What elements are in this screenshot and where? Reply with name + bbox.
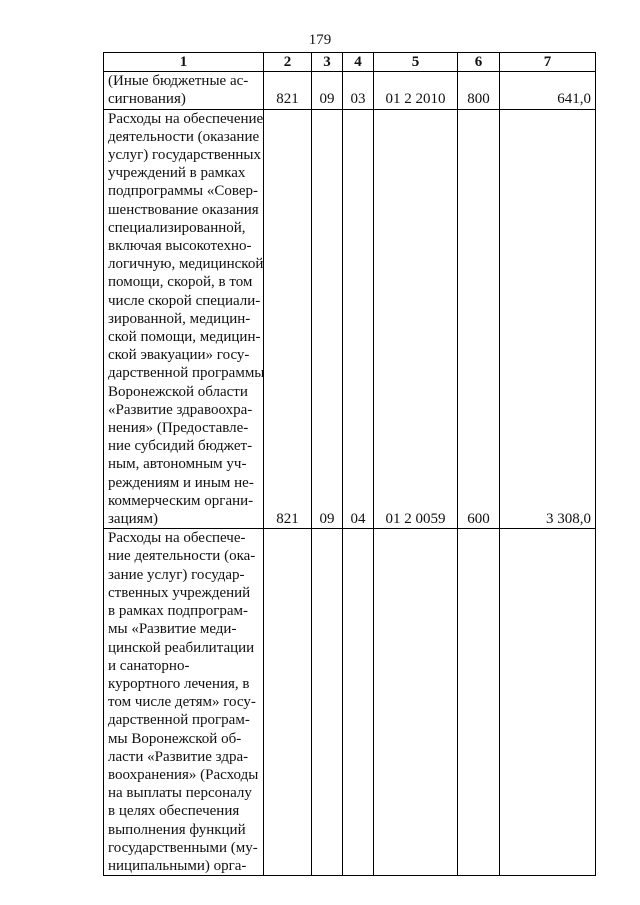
description-line: мы «Развитие меди-: [108, 621, 237, 638]
subsection-code: 03: [343, 72, 374, 109]
description-line: услуг) государственных: [108, 147, 261, 164]
section-code: 09: [312, 109, 343, 529]
description-line: «Развитие здравоохра-: [108, 401, 253, 418]
description-line: в целях обеспечения: [108, 803, 240, 820]
department-code: 821: [264, 72, 312, 109]
target-article-code: 01 2 0059: [374, 109, 458, 529]
description-line: учреждений в рамках: [108, 165, 246, 182]
department-code: 821: [264, 109, 312, 529]
column-header: 3: [312, 53, 343, 72]
expense-type-code: [458, 529, 500, 876]
description-line: Расходы на обеспечение: [108, 110, 264, 127]
description-line: Воронежской области: [108, 383, 248, 400]
description-line: ным, автономным уч-: [108, 456, 247, 473]
table-row: [104, 72, 596, 109]
section-code: 09: [312, 72, 343, 109]
amount-value: 641,0: [500, 72, 596, 109]
description-line: ской помощи, медицин-: [108, 329, 261, 346]
description-line: ниципальными) орга-: [108, 857, 247, 874]
column-header: 5: [374, 53, 458, 72]
table-row: [104, 529, 596, 876]
description-line: включая высокотехно-: [108, 238, 252, 255]
description-line: цинской реабилитации: [108, 639, 255, 656]
description-line: (Иные бюджетные ас-: [108, 73, 249, 90]
amount-value: [500, 529, 596, 876]
description-line: зание услуг) государ-: [108, 566, 245, 583]
description-line: на выплаты персоналу: [108, 785, 252, 802]
column-header: 4: [343, 53, 374, 72]
section-code: [312, 529, 343, 876]
column-header: 1: [104, 53, 264, 72]
description-line: в рамках подпрограм-: [108, 603, 249, 620]
description-line: дарственной програм-: [108, 712, 250, 729]
column-header: 6: [458, 53, 500, 72]
column-header: 7: [500, 53, 596, 72]
row-description: [104, 72, 264, 109]
description-line: коммерческим органи-: [108, 492, 254, 509]
description-line: логичную, медицинской: [108, 256, 264, 273]
row-description: [104, 529, 264, 876]
description-line: курортного лечения, в: [108, 675, 250, 692]
description-line: реждениям и иным не-: [108, 474, 254, 491]
description-line: дарственной программы: [108, 365, 265, 382]
description-line: подпрограммы «Совер-: [108, 183, 259, 200]
column-header: 2: [264, 53, 312, 72]
description-line: специализированной,: [108, 219, 246, 236]
table-row: [104, 109, 596, 529]
description-line: сигнования): [108, 91, 186, 108]
row-description: [104, 109, 264, 529]
description-line: нения» (Предоставле-: [108, 420, 249, 437]
description-line: выполнения функций: [108, 821, 246, 838]
description-line: ственных учреждений: [108, 584, 251, 601]
description-line: деятельности (оказание: [108, 128, 260, 145]
description-line: ласти «Развитие здра-: [108, 748, 249, 765]
expense-type-code: 800: [458, 72, 500, 109]
description-line: мы Воронежской об-: [108, 730, 242, 747]
description-line: ской эвакуации» госу-: [108, 347, 250, 364]
description-line: зациям): [108, 511, 159, 528]
department-code: [264, 529, 312, 876]
expense-type-code: 600: [458, 109, 500, 529]
description-line: воохранения» (Расходы: [108, 766, 259, 783]
target-article-code: 01 2 2010: [374, 72, 458, 109]
subsection-code: [343, 529, 374, 876]
description-line: помощи, скорой, в том: [108, 274, 253, 291]
table-header-row: [104, 53, 596, 72]
description-line: и санаторно-: [108, 657, 190, 674]
description-line: шенствование оказания: [108, 201, 259, 218]
description-line: Расходы на обеспече-: [108, 530, 246, 547]
page-number: 179: [308, 32, 332, 48]
description-line: зированной, медицин-: [108, 310, 251, 327]
description-line: числе скорой специали-: [108, 292, 261, 309]
amount-value: 3 308,0: [500, 109, 596, 529]
description-line: государственными (му-: [108, 839, 258, 856]
subsection-code: 04: [343, 109, 374, 529]
description-line: ние субсидий бюджет-: [108, 438, 253, 455]
description-line: том числе детям» госу-: [108, 694, 256, 711]
description-line: ние деятельности (ока-: [108, 548, 256, 565]
budget-table: [103, 52, 596, 876]
target-article-code: [374, 529, 458, 876]
